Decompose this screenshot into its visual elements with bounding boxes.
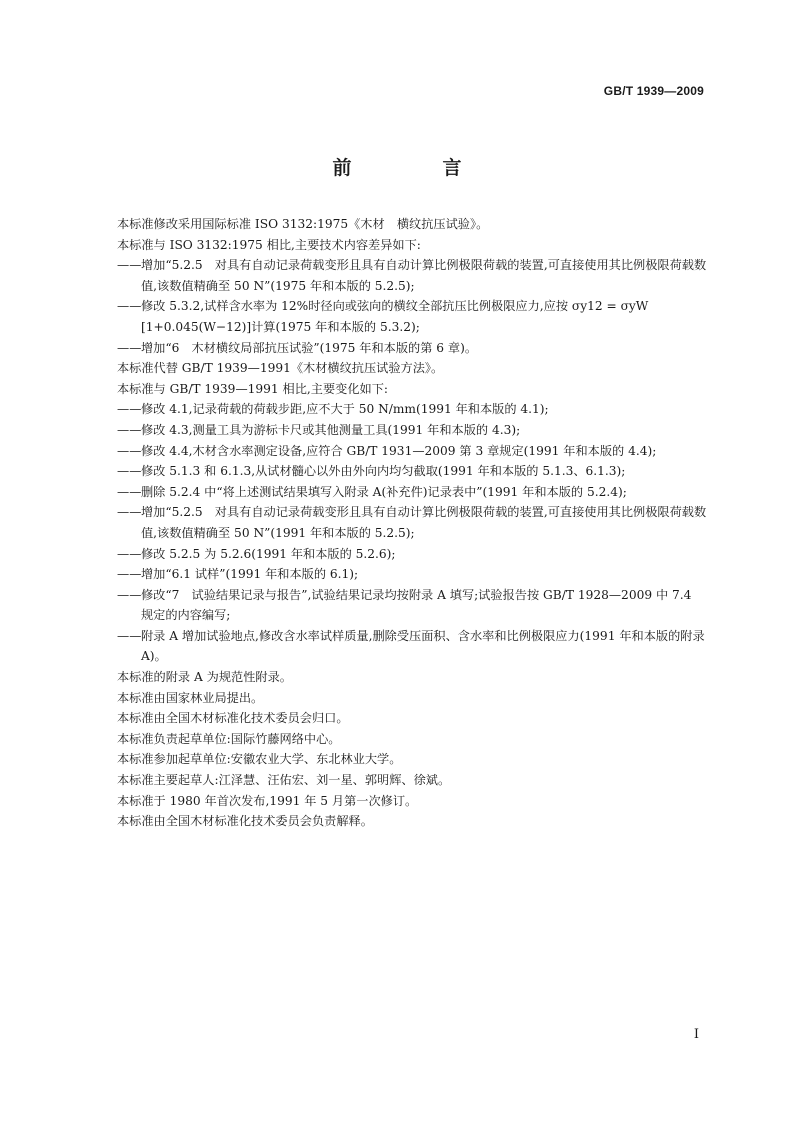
paragraph <box>117 358 707 379</box>
dash-bullet: —— <box>117 464 142 479</box>
paragraph-text: 修改 4.1,记录荷载的荷载步距,应不大于 50 N/mm(1991 年和本版的 4.1); <box>141 402 549 417</box>
dash-bullet: —— <box>117 340 142 355</box>
dash-list-item <box>117 544 707 565</box>
dash-bullet: —— <box>117 299 142 314</box>
dash-list-item <box>117 441 707 462</box>
paragraph <box>117 749 707 770</box>
dash-bullet: —— <box>117 546 142 561</box>
paragraph-text: 修改 5.3.2,试样含水率为 12%时径向或弦向的横纹全部抗压比例极限应力,应按 σy12 = σyW [1+0.045(W−12)]计算(1975 年和本版的 5.3.2); <box>141 299 649 334</box>
paragraph-text: 修改 4.3,测量工具为游标卡尺或其他测量工具(1991 年和本版的 4.3); <box>141 422 521 437</box>
dash-bullet: —— <box>117 258 142 273</box>
paragraph-text: 本标准主要起草人:江泽慧、汪佑宏、刘一星、郭明辉、徐斌。 <box>117 773 451 788</box>
paragraph-text: 增加“6 木材横纹局部抗压试验”(1975 年和本版的第 6 章)。 <box>141 340 478 355</box>
paragraph-text: 增加“5.2.5 对具有自动记录荷载变形且具有自动计算比例极限荷载的装置,可直接使用其比例极限荷载数值,该数值精确至 50 N”(1975 年和本版的 5.2.5); <box>141 258 707 293</box>
paragraph-text: 附录 A 增加试验地点,修改含水率试样质量,删除受压面积、含水率和比例极限应力(1991 年和本版的附录 A)。 <box>141 628 705 664</box>
dash-bullet: —— <box>117 484 142 499</box>
paragraph <box>117 729 707 750</box>
paragraph-text: 修改 4.4,木材含水率测定设备,应符合 GB/T 1931—2009 第 3 章规定(1991 年和本版的 4.4); <box>141 443 657 458</box>
dash-list-item <box>117 482 707 503</box>
dash-list-item <box>117 296 707 337</box>
paragraph <box>117 811 707 832</box>
dash-list-item <box>117 502 707 543</box>
paragraph-text: 本标准由全国木材标准化技术委员会负责解释。 <box>117 814 373 829</box>
paragraph-text: 本标准代替 GB/T 1939—1991《木材横纹抗压试验方法》。 <box>117 361 444 376</box>
paragraph-text: 本标准与 GB/T 1939—1991 相比,主要变化如下: <box>117 381 388 396</box>
dash-list-item <box>117 338 707 359</box>
dash-bullet: —— <box>117 587 142 602</box>
paragraph-text: 本标准的附录 A 为规范性附录。 <box>117 670 292 685</box>
paragraph <box>117 667 707 688</box>
dash-list-item <box>117 461 707 482</box>
paragraph <box>117 708 707 729</box>
dash-bullet: —— <box>117 505 142 520</box>
paragraph <box>117 214 707 235</box>
paragraph-text: 增加“6.1 试样”(1991 年和本版的 6.1); <box>141 567 359 582</box>
paragraph-text: 本标准负责起草单位:国际竹藤网络中心。 <box>117 731 341 746</box>
dash-bullet: —— <box>117 443 142 458</box>
dash-list-item <box>117 420 707 441</box>
paragraph-text: 本标准由国家林业局提出。 <box>117 690 264 705</box>
paragraph <box>117 379 707 400</box>
dash-list-item <box>117 255 707 296</box>
paragraph-text: 本标准由全国木材标准化技术委员会归口。 <box>117 711 349 726</box>
dash-list-item <box>117 564 707 585</box>
standard-number: GB/T 1939—2009 <box>603 84 704 98</box>
paragraph-text: 增加“5.2.5 对具有自动记录荷载变形且具有自动计算比例极限荷载的装置,可直接使用其比例极限荷载数值,该数值精确至 50 N”(1991 年和本版的 5.2.5); <box>141 505 707 540</box>
paragraph <box>117 235 707 256</box>
paragraph <box>117 688 707 709</box>
paragraph <box>117 770 707 791</box>
page-number: I <box>693 1027 699 1042</box>
dash-list-item <box>117 585 707 626</box>
dash-bullet: —— <box>117 628 142 643</box>
paragraph-text: 修改 5.1.3 和 6.1.3,从试材髓心以外由外向内均匀截取(1991 年和本版的 5.1.3、6.1.3); <box>141 464 626 479</box>
dash-bullet: —— <box>117 402 142 417</box>
dash-bullet: —— <box>117 422 142 437</box>
document-body <box>117 214 707 832</box>
dash-list-item <box>117 399 707 420</box>
paragraph-text: 本标准修改采用国际标准 ISO 3132:1975《木材 横纹抗压试验》。 <box>117 217 489 231</box>
paragraph <box>117 791 707 812</box>
paragraph-text: 修改 5.2.5 为 5.2.6(1991 年和本版的 5.2.6); <box>141 546 396 561</box>
paragraph-text: 修改“7 试验结果记录与报告”,试验结果记录均按附录 A 填写;试验报告按 GB/T 1928—2009 中 7.4 规定的内容编写; <box>141 587 692 623</box>
dash-list-item <box>117 626 707 667</box>
paragraph-text: 删除 5.2.4 中“将上述测试结果填写入附录 A(补充件)记录表中”(1991 年和本版的 5.2.4); <box>141 484 627 499</box>
page-title: 前 言 <box>332 157 498 179</box>
paragraph-text: 本标准与 ISO 3132:1975 相比,主要技术内容差异如下: <box>117 237 421 252</box>
paragraph-text: 本标准参加起草单位:安徽农业大学、东北林业大学。 <box>117 752 402 767</box>
paragraph-text: 本标准于 1980 年首次发布,1991 年 5 月第一次修订。 <box>117 793 418 808</box>
dash-bullet: —— <box>117 567 142 582</box>
